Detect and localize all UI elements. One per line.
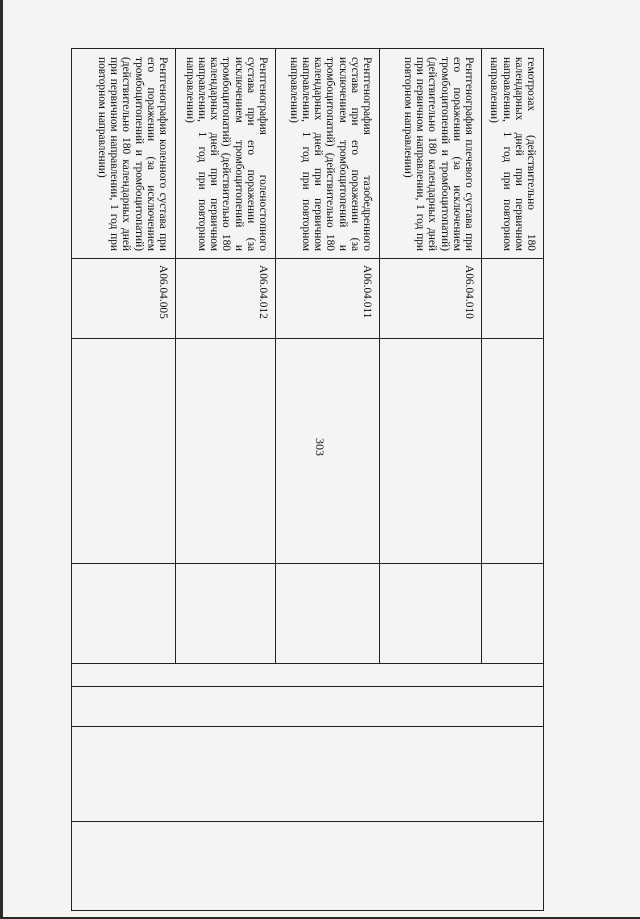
description-cell [176, 49, 276, 259]
empty-cell [380, 564, 482, 664]
code-cell [482, 259, 544, 339]
description-cell [380, 49, 482, 259]
empty-cell [176, 339, 276, 564]
rotated-table-container [72, 48, 544, 910]
empty-cell [482, 564, 544, 664]
empty-cell [380, 339, 482, 564]
empty-cell [176, 564, 276, 664]
code-cell [276, 259, 380, 339]
description-text: гемотрозах (действительно 180 календарных дней при первичном направлении, 1 год при повторном направлении) [488, 57, 537, 251]
description-cell [276, 49, 380, 259]
description-text: Рентгенография тазобедренного сустава при его поражении (за исключением тромбоцитопений и тромбоцитопатий) (действительно 180 календарных дней при первичном направлении, 1 год при повторном направлении) [287, 57, 373, 251]
code-text: A06.04.010 [463, 265, 475, 319]
empty-cell [276, 339, 380, 564]
description-text: Рентгенография плечевого сустава при его поражении (за исключением тромбоцитопений и тромбоцитопатий) (действительно 180 календарных дней при первичном направлении, 1 год при повторном направлении) [401, 57, 475, 251]
description-text: Рентгенография голеностопного сустава при его поражении (за исключением тромбоцитопений и тромбоцитопатий) (действительно 180 календарных дней при первичном направлении, 1 год при повторном направлении) [183, 57, 269, 251]
empty-cell [276, 564, 380, 664]
code-text: A06.04.012 [257, 265, 269, 319]
empty-merged-cell [72, 664, 544, 687]
code-cell [176, 259, 276, 339]
empty-merged-cell [72, 727, 544, 822]
empty-cell [72, 339, 176, 564]
page-number: 303 [313, 438, 327, 456]
description-text: Рентгенография коленного сустава при его поражении (за исключением тромбоцитопений и тромбоцитопатий) (действительно 180 календарных дней при первичном направлении, 1 год при повторном направлении) [95, 57, 169, 251]
table-frame [72, 48, 544, 910]
code-text [535, 259, 543, 338]
table-row [482, 49, 544, 911]
empty-merged-cell [72, 822, 544, 911]
code-text: A06.04.005 [157, 265, 169, 319]
code-cell [72, 259, 176, 339]
empty-cell [482, 339, 544, 564]
code-cell [380, 259, 482, 339]
procedures-table [71, 48, 544, 911]
description-cell [482, 49, 544, 259]
scan-edge-left [0, 0, 3, 919]
code-text: A06.04.011 [361, 265, 373, 319]
description-cell [72, 49, 176, 259]
empty-merged-cell [72, 687, 544, 727]
empty-cell [72, 564, 176, 664]
